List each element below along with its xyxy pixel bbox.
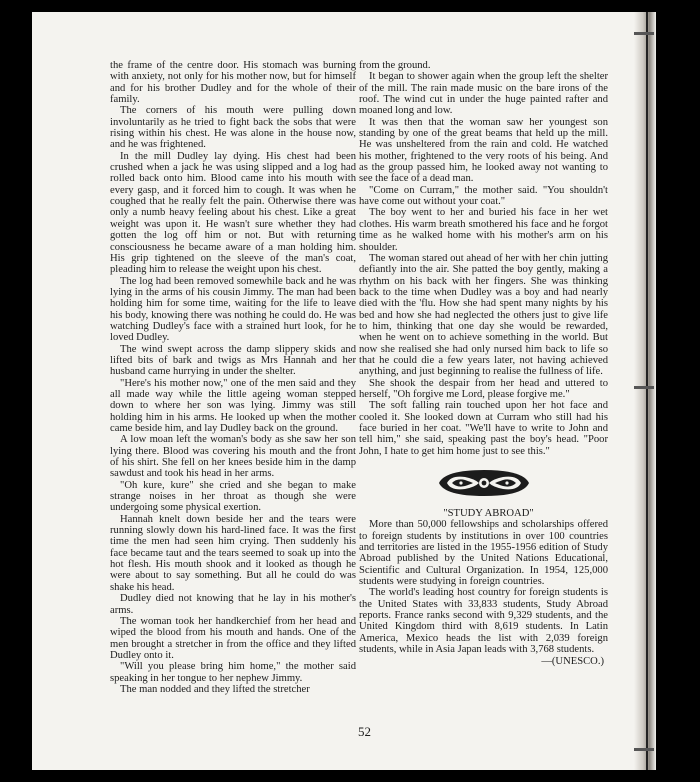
binding-edge — [634, 12, 656, 770]
binding-mark — [634, 386, 654, 389]
story-paragraph: Hannah knelt down beside her and the tears were running slowly down his hard-lined face. It was the first time the men had seen him crying. Then suddenly his face became taut and the tears seemed to soak up into the hot flesh. His mouth shook and it looked as though he were about to say something. But all he could do was shake his head. — [110, 513, 356, 593]
binding-mark — [634, 748, 654, 751]
story-paragraph: The boy went to her and buried his face in her wet clothes. His warm breath smothered his face and he forgot time as he walked home with his mother's arm on his shoulder. — [359, 207, 608, 253]
binding-line — [646, 12, 648, 770]
story-paragraph: from the ground. — [359, 60, 431, 71]
story-paragraph: She shook the despair from her head and uttered to herself, "Oh forgive me Lord, please forgive me." — [359, 377, 608, 400]
story-right-column — [359, 60, 608, 667]
story-paragraph: The woman stared out ahead of her with her chin jutting defiantly into the air. She patted the boy gently, making a rhythm on his back with her fingers. She was thinking back to the time when Dudley was a boy and had nearly died with the 'flu. How she had spent many nights by his bed and how she had neglected the others just to give life to him, thinking that one day she would be rewarded, when he went on to achieve something in the world. But now she realised she had only nursed him back to life so that he could die a few years later, not having achieved anything, and just beginning to realise the fullness of life. — [359, 252, 608, 378]
story-paragraph: The log had been removed somewhile back and he was lying in the arms of his cousin Jimmy. The man had been holding him for some time, waiting for the life to leave his body, knowing there was nothing he could do. He was watching Dudley's face with a strained hurt look, for he loved Dudley. — [110, 275, 356, 344]
story-paragraph: In the mill Dudley lay dying. His chest had been crushed when a jack he was using slipped and a log had rolled back onto him. Blood came into his mouth with every gasp, and it forced him to cough. It was when he coughed that he really felt the pain. Otherwise there was only a numb heavy feeling about his chest. Like a great weight was upon it. He wasn't sure whether they had gotten the log off him or not. But with returning consciousness he became aware of a man holding him. His grip tightened on the sleeve of the man's coat, pleading him to release the weight upon his chest. — [110, 150, 356, 276]
story-paragraph: Dudley died not knowing that he lay in his mother's arms. — [110, 593, 356, 616]
story-left-column — [110, 60, 356, 695]
story-paragraph: "Come on Curram," the mother said. "You shouldn't have come out without your coat." — [359, 184, 608, 208]
article-title: "STUDY ABROAD" — [443, 508, 534, 520]
story-paragraph: The soft falling rain touched upon her hot face and cooled it. She looked down at Curram who still had his face buried in her coat. "We'll have to write to John and tell him," she said, speaking past the boy's head. "Poor John, I hate to get him home just to see this." — [359, 400, 608, 457]
story-paragraph: The man nodded and they lifted the stretcher — [120, 683, 310, 695]
story-paragraph: "Oh kure, kure" she cried and she began to make strange noises in her throat as though she were undergoing some physical exertion. — [110, 479, 356, 514]
story-paragraph: It began to shower again when the group left the shelter of the mill. The rain made music on the bare irons of the roof. The wind cut in under the huge painted rafter and moaned long and low. — [359, 71, 608, 117]
story-paragraph: the frame of the centre door. His stomach was burning with anxiety, not only for his mother now, but for himself and for his brother Dudley and for the whole of their family. — [110, 60, 356, 106]
article-paragraph: The world's leading host country for foreign students is the United States with 33,833 students, Study Abroad reports. France ranks second with 9,329 students, and the United Kingdom third with 8,619 students. In Latin America, Mexico heads the list with 2,039 foreign students, while in Asia Japan leads with 3,768 students. — [359, 587, 608, 656]
story-paragraph: The corners of his mouth were pulling down involuntarily as he tried to fight back the sobs that were rising within his chest. He was alone in the house now, and he was frightened. — [110, 105, 356, 151]
page-number: 52 — [358, 724, 371, 739]
magazine-page — [32, 12, 656, 770]
story-paragraph: The woman took her handkerchief from her head and wiped the blood from his mouth and hands. One of the men brought a stretcher in from the office and they lifted Dudley onto it. — [110, 615, 356, 661]
story-paragraph: "Here's his mother now," one of the men said and they all made way while the little ageing woman stepped down to where her son was lying. Jimmy was still holding him in his arms. He looked up when the mother came beside him, and lay Dudley back on the ground. — [110, 377, 356, 434]
binding-mark — [634, 32, 654, 35]
story-paragraph: The wind swept across the damp slippery skids and lifted bits of bark and twigs as Mrs Hannah and her husband came hurrying in under the shelter. — [110, 343, 356, 378]
story-paragraph: A low moan left the woman's body as she saw her son lying there. Blood was covering his mouth and the front of his shirt. She fell on her knees beside him in the damp sawdust and took his head in her arms. — [110, 434, 356, 480]
story-paragraph: It was then that the woman saw her youngest son standing by one of the great beams that held up the mill. He was unsheltered from the rain and cold. He watched his mother, frightened to the very roots of his being. And as the group passed him, he looked away not wanting to see the face of a dead man. — [359, 116, 608, 185]
story-paragraph: "Will you please bring him home," the mother said speaking in her tongue to her nephew Jimmy. — [110, 661, 356, 684]
maori-scroll-ornament-icon — [435, 468, 533, 498]
article-credit: —(UNESCO.) — [541, 655, 604, 667]
article-paragraph: More than 50,000 fellowships and scholarships offered to foreign students by institutions in over 100 countries and territories are listed in the 1955-1956 edition of Study Abroad published by the United Nations Educational, Scientific and Cultural Organization. In 1954, 125,000 students were studying in foreign countries. — [359, 519, 608, 588]
